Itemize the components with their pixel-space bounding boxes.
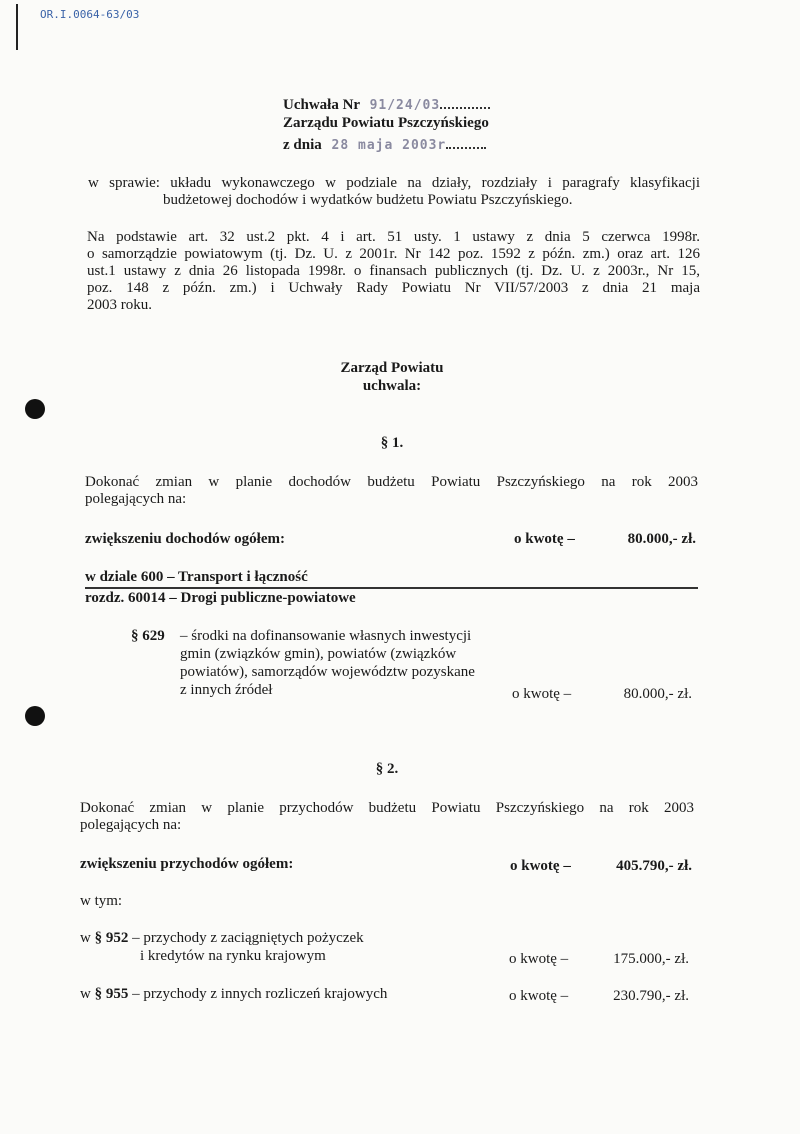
subject-line-2: budżetowej dochodów i wydatków budżetu Powiatu Pszczyńskiego. [163, 192, 573, 208]
item-955-amount: 230.790,- zł. [613, 988, 689, 1004]
section-1-intro-line-1: Dokonać zmian w planie dochodów budżetu Powiatu Pszczyńskiego na rok 2003 [85, 474, 698, 490]
legal-basis-line-3: ust.1 ustawy z dnia 26 listopada 1998r. o finansach publicznych (tj. Dz. U. z 2003r., Nr 15, [87, 263, 700, 279]
section-1-heading: § 1. [380, 435, 404, 451]
board-name: Zarządu Powiatu Pszczyńskiego [283, 115, 489, 131]
item-955-line-1 [80, 986, 387, 1004]
resolution-number-label: Uchwała Nr [283, 97, 360, 113]
income-total-label: zwiększeniu dochodów ogółem: [85, 531, 285, 547]
dotted-line [446, 134, 486, 149]
resolves-line-2: uchwala: [362, 378, 422, 394]
division-rule [85, 587, 698, 589]
item-955-prefix: w [80, 986, 91, 1002]
item-955-description: – przychody z innych rozliczeń krajowych [132, 986, 388, 1002]
resolves-line-1: Zarząd Powiatu [340, 360, 444, 376]
item-629-line-3: powiatów), samorządów województw pozyskane [180, 664, 475, 680]
item-629-line-1: – środki na dofinansowanie własnych inwestycji [180, 628, 472, 644]
item-952-amount: 175.000,- zł. [613, 951, 689, 967]
punch-hole-bottom [25, 706, 45, 726]
item-952-line-1 [80, 930, 364, 948]
legal-basis-line-1: Na podstawie art. 32 ust.2 pkt. 4 i art. 51 usty. 1 ustawy z dnia 5 czerwca 1998r. [87, 229, 700, 245]
resolution-number-line [283, 94, 490, 115]
section-1-intro-line-2: polegających na: [85, 491, 187, 507]
item-629-amount: 80.000,- zł. [623, 686, 692, 702]
revenue-total-amount: 405.790,- zł. [616, 858, 692, 874]
income-total-amount: 80.000,- zł. [627, 531, 696, 547]
item-952-by: o kwotę – [509, 951, 569, 967]
punch-hole-top [25, 399, 45, 419]
item-955-code: § 955 [94, 986, 129, 1002]
item-629-by: o kwotę – [512, 686, 572, 702]
item-629-line-2: gmin (związków gmin), powiatów (związków [180, 646, 457, 662]
item-629-code: § 629 [131, 628, 165, 644]
division-heading: w dziale 600 – Transport i łączność [85, 569, 308, 585]
section-2-intro-line-1: Dokonać zmian w planie przychodów budżetu Powiatu Pszczyńskiego na rok 2003 [80, 800, 694, 816]
revenue-total-by: o kwotę – [510, 858, 571, 874]
income-total-by: o kwotę – [514, 531, 575, 547]
resolution-number-value: 91/24/03 [369, 98, 441, 113]
item-629-line-4: z innych źródeł [180, 682, 273, 698]
item-952-prefix: w [80, 930, 91, 946]
item-952-description: – przychody z zaciągniętych pożyczek [132, 930, 364, 946]
chapter-heading: rozdz. 60014 – Drogi publiczne-powiatowe [85, 590, 356, 606]
item-955-by: o kwotę – [509, 988, 569, 1004]
section-2-heading: § 2. [375, 761, 399, 777]
margin-mark [16, 4, 18, 50]
including-label: w tym: [80, 893, 123, 909]
dotted-line [440, 94, 490, 109]
section-2-intro-line-2: polegających na: [80, 817, 182, 833]
resolution-date-value: 28 maja 2003r [331, 138, 447, 153]
legal-basis-line-5: 2003 roku. [87, 297, 152, 313]
revenue-total-label: zwiększeniu przychodów ogółem: [80, 856, 294, 872]
item-952-line-2: i kredytów na rynku krajowym [140, 948, 326, 964]
resolution-date-line [283, 134, 486, 155]
legal-basis-line-4: poz. 148 z późn. zm.) i Uchwały Rady Powiatu Nr VII/57/2003 z dnia 21 maja [87, 280, 700, 296]
resolution-date-label: z dnia [283, 137, 322, 153]
item-952-code: § 952 [94, 930, 129, 946]
legal-basis-line-2: o samorządzie powiatowym (tj. Dz. U. z 2001r. Nr 142 poz. 1592 z późn. zm.) oraz art. 126 [87, 246, 700, 262]
subject-line-1: w sprawie: układu wykonawczego w podziale na działy, rozdziały i paragrafy klasyfikacji [88, 175, 700, 191]
reference-number: OR.I.0064-63/03 [40, 8, 140, 21]
